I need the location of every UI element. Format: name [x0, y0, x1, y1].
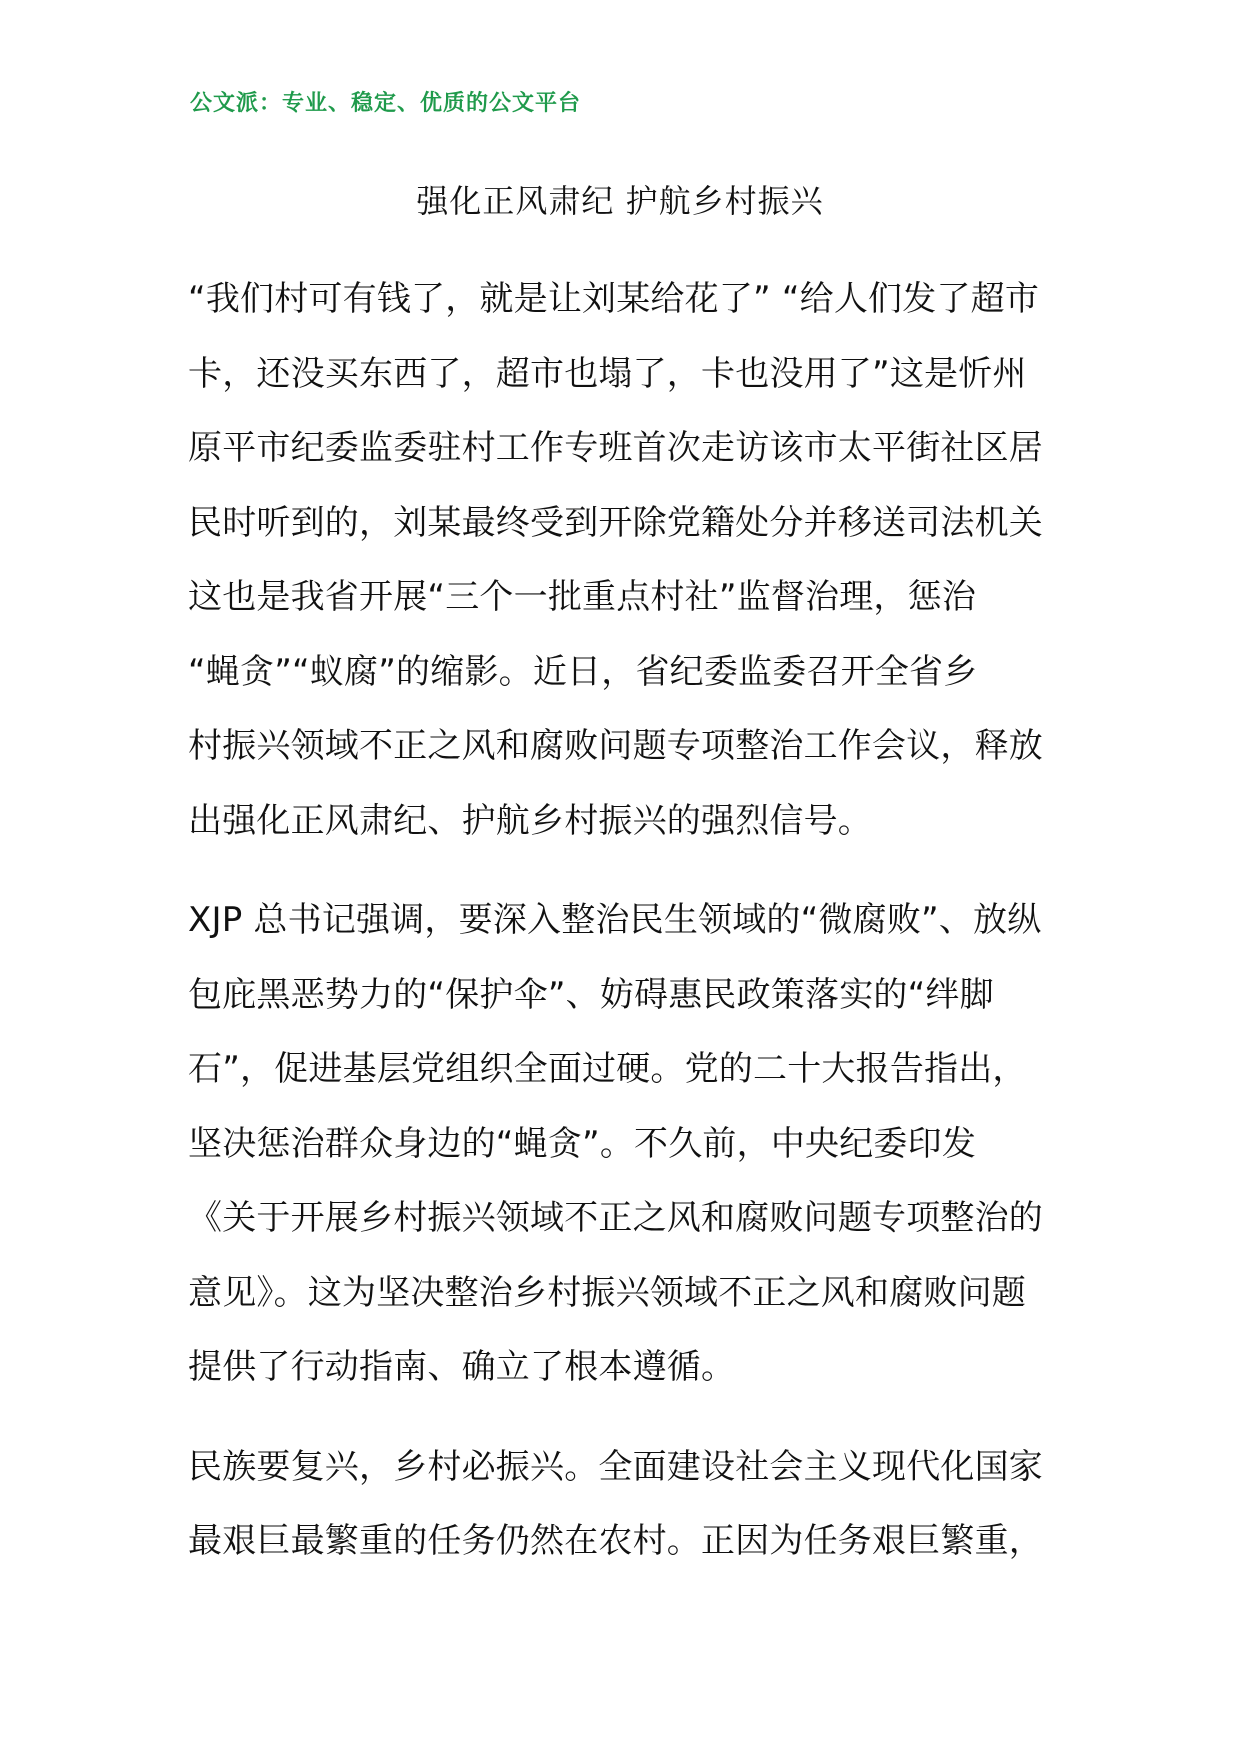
- paragraph-line: 出强化正风肃纪、护航乡村振兴的强烈信号。: [188, 800, 872, 841]
- paragraph-3: [188, 1430, 1054, 1579]
- paragraph-line: 提供了行动指南、确立了根本遵循。: [188, 1347, 736, 1387]
- document-title: 强化正风肃纪 护航乡村振兴: [416, 182, 824, 220]
- paragraph-line: 原平市纪委监委驻村工作专班首次走访该市太平街社区居: [188, 428, 1043, 468]
- paragraph-line: 最艰巨最繁重的任务仍然在农村。正因为任务艰巨繁重，: [188, 1521, 1043, 1561]
- paragraph-line: 这也是我省开展“三个一批重点村社”监督治理，惩治: [188, 577, 977, 617]
- site-banner: 公文派：专业、稳定、优质的公文平台: [190, 91, 582, 116]
- paragraph-line: 卡，还没买东西了，超市也塌了，卡也没用了”这是忻州: [188, 353, 1027, 394]
- paragraph-line: 包庇黑恶势力的“保护伞”、妨碍惠民政策落实的“绊脚: [188, 974, 994, 1015]
- paragraph-line: 意见》。这为坚决整治乡村振兴领域不正之风和腐败问题: [188, 1272, 1026, 1313]
- paragraph-line: XJP 总书记强调，要深入整治民生领域的“微腐败”、放纵: [188, 900, 1042, 940]
- paragraph-line: 石”，促进基层党组织全面过硬。党的二十大报告指出，: [188, 1049, 1027, 1089]
- paragraph-2: [188, 883, 1054, 1405]
- paragraph-1: [188, 262, 1054, 858]
- document-body: [188, 262, 1054, 1604]
- paragraph-line: 《关于开展乡村振兴领域不正之风和腐败问题专项整治的: [188, 1198, 1043, 1238]
- paragraph-line: 村振兴领域不正之风和腐败问题专项整治工作会议，释放: [188, 726, 1043, 766]
- paragraph-line: “蝇贪”“蚁腐”的缩影。近日，省纪委监委召开全省乡: [188, 651, 978, 692]
- paragraph-line: 民族要复兴，乡村必振兴。全面建设社会主义现代化国家: [188, 1446, 1043, 1487]
- paragraph-line: 民时听到的，刘某最终受到开除党籍处分并移送司法机关: [188, 502, 1043, 543]
- paragraph-line: “我们村可有钱了，就是让刘某给花了” “给人们发了超市: [188, 279, 1040, 319]
- paragraph-line: 坚决惩治群众身边的“蝇贪”。不久前，中央纪委印发: [188, 1123, 977, 1164]
